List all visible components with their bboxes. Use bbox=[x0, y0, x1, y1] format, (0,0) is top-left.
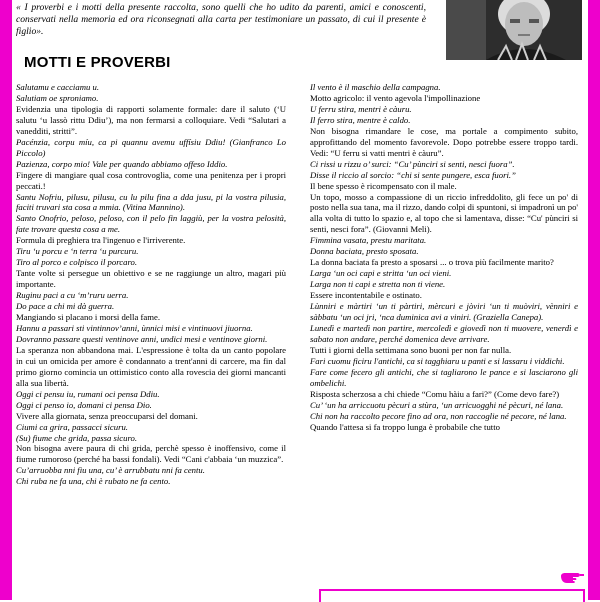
portrait-image bbox=[446, 0, 582, 60]
proverb-line: Fimmina vasata, prestu maritata. bbox=[310, 235, 427, 246]
proverb-line: Larga ‘un oci capi e stritta ‘un oci vieni. bbox=[310, 268, 452, 279]
proverb-line: Cu’arruobba nni fiu una, cu’ è arrubbatu nni fa centu. bbox=[16, 465, 205, 476]
proverb-line: Chi non ha raccolto pecore fino ad ora, non raccoglie né pecore, né lana. bbox=[310, 410, 567, 421]
proverb-line: Dovranno passare questi ventinove anni, undici mesi e ventinove giorni. bbox=[16, 333, 268, 344]
explanation-line: Vivere alla giornata, senza preoccuparsi del domani. bbox=[16, 410, 198, 421]
proverb-line: Cu’ ‘un ha arriccuotu pècuri a stùra, ‘un arricuogghi né pècuri, né lana. bbox=[310, 399, 564, 410]
page bbox=[16, 0, 582, 600]
proverb-line: Salutamu e cacciamu u. bbox=[16, 82, 99, 92]
explanation-line: Evidenzia una tipologia di rapporti solamente formale: dare il saluto (‘U salutu ‘u lassò rittu Ddiu’), ma non fermarsi a colloquiare. Vedi “Salutari a vanedditi, stritti”. bbox=[16, 103, 286, 136]
proverb-line: Donna baciata, presto sposata. bbox=[310, 246, 419, 257]
explanation-line: Fingere di mangiare qual cosa controvoglia, come una penitenza per i propri peccati.! bbox=[16, 169, 286, 191]
proverb-line: Ruginu paci a cu ‘m’ruru uerra. bbox=[16, 290, 129, 301]
proverb-line: Santu Nofriu, pilusu, pilusu, cu lu pilu fina a dda jusu, pi la vostra pilusia, faciti truvari sta cosa a mmia. (Vitina Mannino). bbox=[16, 191, 286, 213]
proverb-line: Chi ruba ne fa una, chi è rubato ne fa cento. bbox=[16, 476, 171, 487]
explanation-line: Motto agricolo: il vento agevola l'impollinazione bbox=[310, 92, 481, 103]
proverb-line: Fari cuomu ficiru l'antichi, ca si tagghiaru u panti e si lassaru i viddichi. bbox=[310, 355, 565, 366]
proverb-line: Fare come fecero gli antichi, che si tagliarono le pance e si lasciarono gli ombelichi. bbox=[310, 366, 578, 388]
proverb-line: Oggi ci pensu iu, rumani oci pensa Ddiu. bbox=[16, 388, 160, 399]
explanation-line: La donna baciata fa presto a sposarsi ... o trova più facilmente marito? bbox=[310, 257, 554, 268]
proverb-line: Pazienza, corpo mio! Vale per quando abbiamo offeso Iddio. bbox=[16, 158, 228, 169]
intro-text: « I proverbi e i motti della presente raccolta, sono quelli che ho udito da parenti, amici e conoscenti, conservati nella memoria ed ora riconsegnati alla carta per testimoniare un passato, di cui il presente è figlio». bbox=[16, 2, 426, 38]
proverb-line: Ciumi ca grira, passacci sicuru. bbox=[16, 421, 128, 432]
explanation-line: Risposta scherzosa a chi chiede “Comu hàiu a fari?” (Come devo fare?) bbox=[310, 388, 560, 399]
page-title: MOTTI E PROVERBI bbox=[24, 54, 171, 71]
proverb-line: Oggi ci penso io, domani ci pensa Dio. bbox=[16, 399, 152, 410]
explanation-line: Mangiando si placano i morsi della fame. bbox=[16, 312, 161, 323]
portrait-photo bbox=[446, 0, 582, 60]
right-column bbox=[310, 82, 578, 433]
explanation-line: Quando l'attesa si fa troppo lunga è probabile che tutto bbox=[310, 421, 500, 432]
explanation-line: Tante volte si persegue un obiettivo e se ne raggiunge un altro, magari più importante. bbox=[16, 268, 286, 290]
proverb-line: Il ferro stira, mentre è caldo. bbox=[310, 114, 411, 125]
explanation-line: Un topo, mosso a compassione di un riccio infreddolito, gli fece un po' di posto nella sua tana, ma il rizzo, dando colpi di spuntoni, si impadronì un po' alla volta di tutto lo spazio e, al topo che si lamentava, disse: “Cu' pùnciri si senti, nesci fora”. (Giovanni Meli). bbox=[310, 191, 578, 235]
proverb-line: Disse il riccio al sorcio: “chi si sente pungere, esca fuori.” bbox=[310, 169, 516, 180]
footer-box bbox=[319, 589, 585, 602]
proverb-line: Il vento è il maschio della campagna. bbox=[310, 82, 441, 92]
explanation-line: Essere incontentabile e ostinato. bbox=[310, 290, 422, 301]
proverb-line: (Su) fiume che grida, passa sicuro. bbox=[16, 432, 138, 443]
left-column bbox=[16, 82, 286, 487]
proverb-line: Hannu a passari sti vintinnov’anni, ùnnici misi e vintinuovi jiuorna. bbox=[16, 322, 253, 333]
left-border bbox=[0, 0, 12, 600]
proverb-line: Larga non ti capi e stretta non ti viene. bbox=[310, 279, 446, 290]
explanation-line: Non bisogna avere paura di chi grida, perchè spesso è inoffensivo, come il fiume rumoroso (perché ha bassi fondali). Vedi “Cani c'abbaia ‘un muzzica”. bbox=[16, 443, 286, 465]
proverb-line: U ferru stira, mentri è càuru. bbox=[310, 103, 412, 114]
explanation-line: Il bene spesso è ricompensato con il male. bbox=[310, 180, 457, 191]
right-border bbox=[588, 0, 600, 600]
proverb-line: Tiro al porco e colpisco il porcaro. bbox=[16, 257, 138, 268]
proverb-line: Lùnniri e màrtiri ‘un ti pàrtiri, mèrcuri e jòviri ‘un ti muòviri, vènniri e sàbbatu ‘un oci jri, ‘nca duminica avi a viniri. (Graziella Canepa). bbox=[310, 301, 578, 323]
explanation-line: La speranza non abbandona mai. L'espressione è tolta da un canto popolare in cui un omicida per amore è condannato a trent'anni di carcere, ma fin dal primo giorno comincia un ottimistico conto alla rovescia dei giorni mancanti alla sua libertà. bbox=[16, 344, 286, 388]
proverb-line: Lunedì e martedì non partire, mercoledì e giovedì non ti muovere, venerdì e sabato non andare, perché domenica deve arrivare. bbox=[310, 322, 578, 344]
proverb-line: Santo Onofrio, peloso, peloso, con il pelo fin laggiù, per la vostra pelosità, fate trovare questa cosa a me. bbox=[16, 213, 286, 235]
explanation-line: Non bisogna rimandare le cose, ma portale a compimento subito, approfittando del momento favorevole. Dopo potrebbe essere troppo tardi. Vedi: “U ferru si vatti mentri è càuru”. bbox=[310, 125, 578, 158]
pointing-hand-icon bbox=[559, 568, 585, 586]
proverb-line: Pacénzia, corpu míu, ca pi quannu avemu uffísiu Ddiu! (Gianfranco Lo Piccolo) bbox=[16, 136, 286, 158]
proverb-line: Ci rissi u rizzu o’ surci: “Cu’ pùnciri si senti, nesci fuora”. bbox=[310, 158, 515, 169]
proverb-line: Tiru ‘u porcu e ‘n terra ‘u purcuru. bbox=[16, 246, 139, 257]
proverb-line: Do pace a chi mi dà guerra. bbox=[16, 301, 115, 312]
proverb-line: Salutiam oe sproniamo. bbox=[16, 92, 99, 103]
explanation-line: Tutti i giorni della settimana sono buoni per non far nulla. bbox=[310, 344, 512, 355]
explanation-line: Formula di preghiera tra l'ingenuo e l'irriverente. bbox=[16, 235, 186, 246]
